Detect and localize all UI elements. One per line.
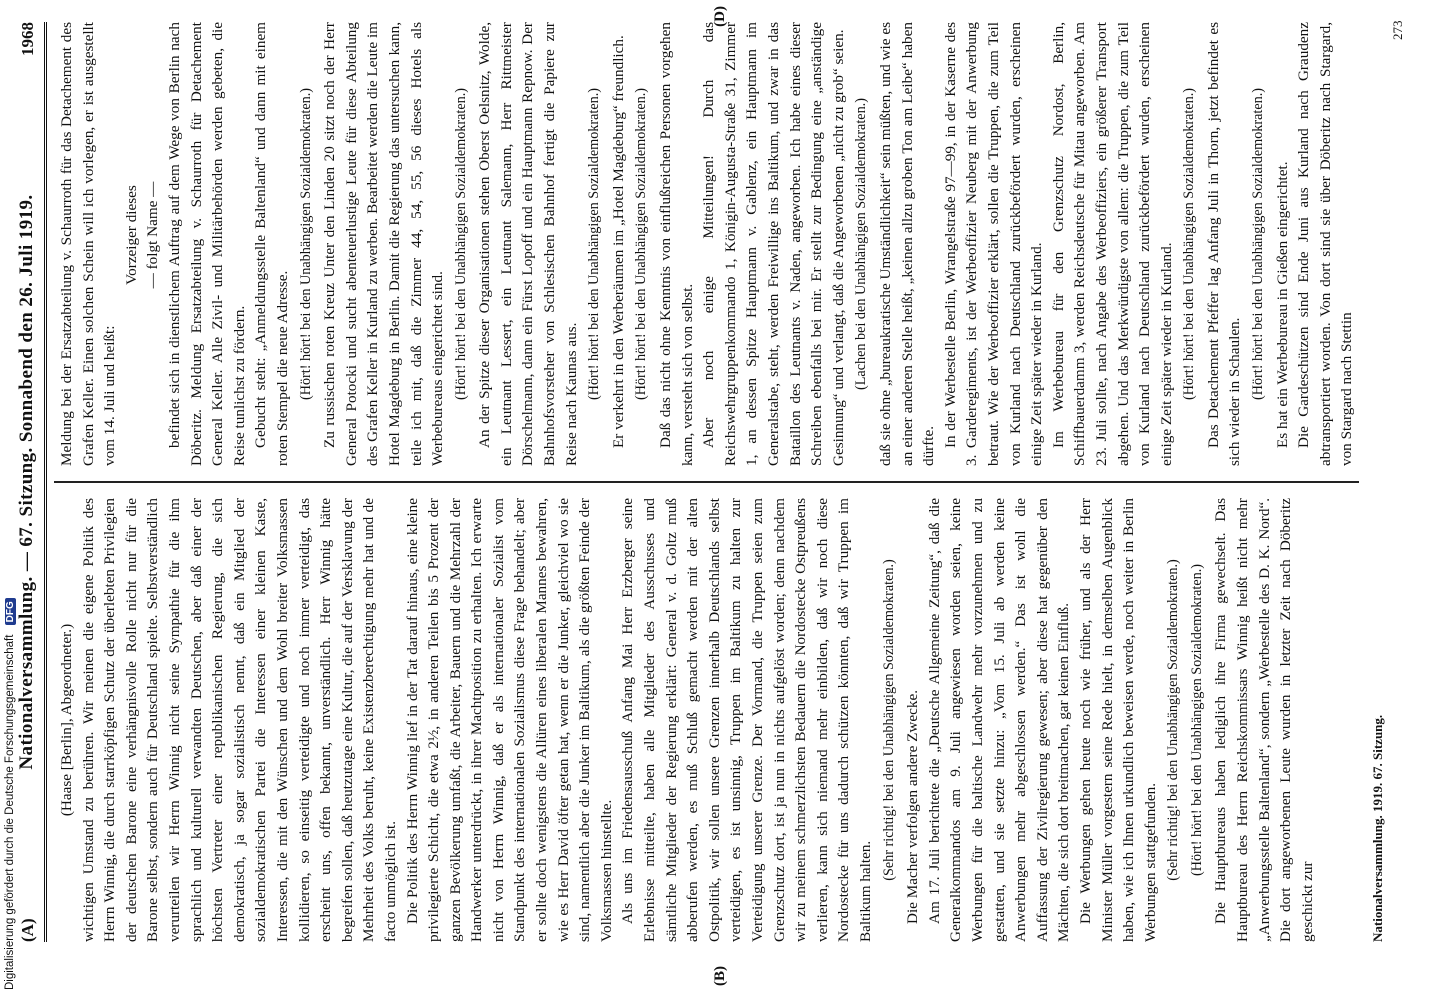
margin-marker-d: (D) — [712, 6, 728, 27]
interjection: (Hört! hört! bei den Unabhängigen Sozialdemokraten.) — [1181, 87, 1198, 401]
column-rule — [54, 482, 1359, 484]
interjection: (Hört! hört! bei den Unabhängigen Sozialdemokraten.) — [633, 87, 650, 401]
paragraph: Zu russischen roten Kreuz Unter den Linden 20 sitzt noch der Herr General Potocki und sucht abenteuerlustige Leute für diese Abteilung des Grafen Keller in Kurland zu werben. Bearbeitet werden die Leute im Hotel Magdeburg in Berlin. Damit die Regierung das untersuchen kann, teile ich mit, daß die Zimmer 44, 54, 55, 56 dieses Hotels als Werbebureaus eingerichtet sind. — [321, 22, 447, 466]
paragraph: Es hat ein Werbebureau in Gießen eingerichtet. — [1273, 161, 1291, 448]
quote-line: Vorzeiger dieses — [122, 185, 140, 285]
paragraph: Als uns im Friedensausschuß Anfang Mai Herr Erzberger seine Erlebnisse mitteilte, haben alle Mitglieder des Ausschusses und sämtliche Mitglieder der Regierung erklärt: General v. d. Goltz muß abberufen werden, es muß Schluß gemacht werden mit der alten Ostpolitik, wir sollen unsere Grenzen innerhalb Deutschlands selbst verteidigen, es ist unsinnig, Truppen im Baltikum zu halten zur Verteidigung unserer Grenze. Der Vormand, die Truppen seien zum Grenzschutz dort, ist ja nun in nichts aufgelöst worden; denn nachdem wir zu meinem schmerzlichsten Bedauern die Nordostecke Ostpreußens verlieren, kann sich niemand mehr einbilden, daß wir noch diese Nordostecke für uns dadurch schützen könnten, daß wir Truppen im Baltikum halten. — [619, 498, 874, 942]
paragraph: Im Werbebureau für den Grenzschutz Nordost, Berlin, Schiffbauerdamm 3, werden Reichsdeutsche für Mitau angeworben. Am 23. Juli sollte, nach Angabe des Werbeoffiziers, ein größerer Transport abgehen. Und das Merkwürdigste von allem: die Truppen, die zum Teil von Kurland nach Deutschland zurückbefördert wurden, erscheinen einige Zeit später wieder in Kurland. — [1049, 22, 1175, 466]
page-number-bottom: 273 — [1390, 20, 1405, 40]
page-header — [14, 22, 47, 942]
interjection: (Sehr richtig! bei den Unabhängigen Sozialdemokraten.) — [1165, 559, 1182, 881]
paragraph: Die Macher verfolgen andere Zwecke. — [904, 689, 922, 924]
paragraph: Gebucht steht: „Anmeldungsstelle Baltenland“ und dann mit einem roten Stempel die neue Adresse. — [252, 22, 291, 466]
paragraph: Die Gardeschützen sind Ende Juni aus Kurland nach Graudenz abtransportiert worden. Von dort sind sie über Döberitz nach Stargard, von Stargard nach Stettin — [1295, 22, 1356, 466]
paragraph: Er verkehrt in den Werberäumen im „Hotel Magdeburg“ freundlich. — [609, 35, 627, 448]
page-footer: Nationalversammlung. 1919. 67. Sitzung. — [1370, 714, 1385, 942]
paragraph: Meldung bei der Ersatzabteilung v. Schaurroth für das Detachement des Grafen Keller. Einen solchen Schein will ich vorlegen, er ist ausgestellt vom 14. Juli und heißt: — [58, 22, 119, 466]
paragraph: Daß das nicht ohne Kenntnis von einflußreichen Personen vorgehen kann, versteht sich von selbst. — [657, 22, 696, 466]
interjection: (Hört! hört! bei den Unabhängigen Sozialdemokraten.) — [1188, 563, 1205, 877]
interjection: (Lachen bei den Unabhängigen Sozialdemokraten.) — [853, 98, 870, 390]
dfg-logo: DFG — [5, 598, 16, 625]
interjection: (Hört! hört! bei den Unabhängigen Sozialdemokraten.) — [586, 87, 603, 401]
paragraph: daß sie ohne „bureaukratische Umständlichkeit“ sein müßten, und wie es an einer anderen Stelle heißt, „keinen allzu groben Ton am Leibe“ haben dürfte. — [876, 22, 938, 466]
speaker-line: (Haase [Berlin], Abgeordneter.) — [58, 623, 75, 817]
paragraph: In der Werbestelle Berlin, Wrangelstraße 97—99, in der Kaserne des 3. Garderegiments, ist der Werbeoffizier Neuberg mit der Anwerbung betraut. Wie der Werbeoffizier erklärt, sollen die Truppen, die zum Teil von Kurland nach Deutschland zurückbefördert wurden, erscheinen einige Zeit später wieder in Kurland. — [941, 22, 1046, 466]
interjection: (Hört! hört! bei den Unabhängigen Sozialdemokraten.) — [297, 87, 314, 401]
interjection: (Hört! hört! bei den Unabhängigen Sozialdemokraten.) — [1250, 87, 1267, 401]
interjection: (Sehr richtig! bei den Unabhängigen Sozialdemokraten.) — [880, 559, 897, 881]
right-column — [56, 22, 1358, 466]
paragraph: Aber noch einige Mitteilungen! Durch das Reichswehrgruppenkommando 1, Königin-Augusta-Straße 31, Zimmer 1, an dessen Spitze Hauptmann v. Gablenz, ein Hauptmann im Generalstabe, steht, werden Freiwillige ins Baltikum, und zwar in das Bataillon des Leutnants v. Naden, angeworben. Ich habe eines dieser Schreiben ebenfalls bei mir. Er stellt zur Bedingung eine „anständige Gesinnung“ und verlangt, daß die Angeworbenen „nicht zu grob“ seien. — [700, 22, 847, 466]
left-column — [56, 498, 1318, 942]
paragraph: Am 17. Juli berichtete die „Deutsche Allgemeine Zeitung“, daß die Generalkommandos am 9. Juli angewiesen worden seien, keine Werbungen für die baltische Landwehr mehr vorzunehmen und zu gestatten, und sie setzte hinzu: „Vom 15. Juli ab werden keine Anwerbungen mehr abgeschlossen werden.“ Das ist wohl die Auffassung der Zivilregierung gewesen; aber diese hat gegenüber den Mächten, die sich dort breitmachen, gar keinen Einfluß. — [925, 498, 1073, 942]
paragraph: An der Spitze dieser Organisationen stehen Oberst Oelsnitz, Wolde, ein Leutnant Lessert, ein Leutnant Salemann, Herr Rittmeister Dörschelmann, dann ein Fürst Lopoff und ein Hauptmann Repnow. Der Bahnhofsvorsteher von Schlesischen Bahnhof fertigt die Papiere zur Reise nach Kaunas aus. — [476, 22, 580, 466]
page-number: 1968 — [18, 22, 37, 56]
quote-paragraph: befindet sich in dienstlichem Auftrag auf dem Wege von Berlin nach Döberitz. Meldung Ersatzabteilung v. Schaurroth für Detachement General Keller. Alle Zivil- und Militärbehörden werden gebeten, die Reise tunlichst zu fördern. — [165, 22, 248, 466]
paragraph: wichtigen Umstand zu berühren. Wir meinen die eigene Politik des Herrn Winnig, die durch starrköpfigen Schutz der überlebten Privilegien der deutschen Barone eine verhängnisvolle Rolle nicht nur für die Barone selbst, sondern auch für Deutschland spielte. Selbstverständlich verurteilen wir Herrn Winnig nicht seine Sympathie für die ihm sprachlich und kulturell verwandten Deutschen, aber daß einer der höchsten Vertreter einer republikanischen Regierung, die sich demokratisch, ja sogar sozialistisch nennt, daß ein Mitglied der sozialdemokratischen Partei die Interessen einer kleinen Kaste, Interessen, die mit den Wünschen und dem Wohl breiter Volksmassen kollidieren, so einseitig verteidigte und noch immer verteidigt, das erscheint uns, offen bekannt, unverständlich. Herr Winnig hätte begreifen sollen, daß heutzutage eine Kultur, die auf der Versklavung der Mehrheit des Volks beruht, keine Existenzberechtigung mehr hat und de facto unmöglich ist. — [79, 498, 399, 942]
paragraph: Die Politik des Herrn Winnig lief in der Tat darauf hinaus, eine kleine privilegierte Schicht, die etwa 2½, in anderen Teilen bis 5 Prozent der ganzen Bevölkerung umfaßt, die Arbeiter, Bauern und die Mehrzahl der Handwerker unterdrückt, in ihrer Machtposition zu erhalten. Ich erwarte nicht von Herrn Winnig, daß er als internationaler Sozialist vom Standpunkt des internationalen Sozialismus diese Frage behandelt; aber er sollte doch wenigstens die Allüren eines liberalen Mannes bewahren, wie es Herr David öfter getan hat, wenn er die Junker, gleichviel wo sie sind, namentlich aber die Junker im Baltikum, als die größten Feinde der Volksmassen hinstellte. — [403, 498, 615, 942]
paragraph: Die Werbungen gehen heute noch wie früher, und als der Herr Minister Müller vorgestern seine Rede hielt, in demselben Augenblick haben, wie ich Ihnen urkundlich beweisen werde, noch weiter in Berlin Werbungen stattgefunden. — [1076, 498, 1159, 942]
credit-text: Digitalisierung gefördert durch die Deutsche Forschungsgemeinschaft — [4, 634, 16, 990]
interjection: (Hört! hört! bei den Unabhängigen Sozialdemokraten.) — [452, 87, 469, 401]
quote-line: — folgt Name — — [144, 181, 162, 289]
paragraph: Die Hauptbureaus haben lediglich ihre Firma gewechselt. Das Hauptbureau des Herrn Reichskommissars Winnig heißt nicht mehr „Anwerbungsstelle Baltenland“, sondern „Werbestelle des D. K. Nord“. Die dort angeworbenen Leute wurden in letzter Zeit nach Döberitz geschickt zur — [1212, 498, 1316, 942]
margin-marker-top-left: (A) — [18, 918, 37, 942]
page-title: Nationalversammlung. — 67. Sitzung. Sonnabend den 26. Juli 1919. — [16, 194, 37, 770]
margin-marker-b: (B) — [712, 966, 728, 986]
paragraph: Das Detachement Pfeffer lag Anfang Juli in Thorn, jetzt befindet es sich wieder in Schaulen. — [1204, 22, 1244, 466]
